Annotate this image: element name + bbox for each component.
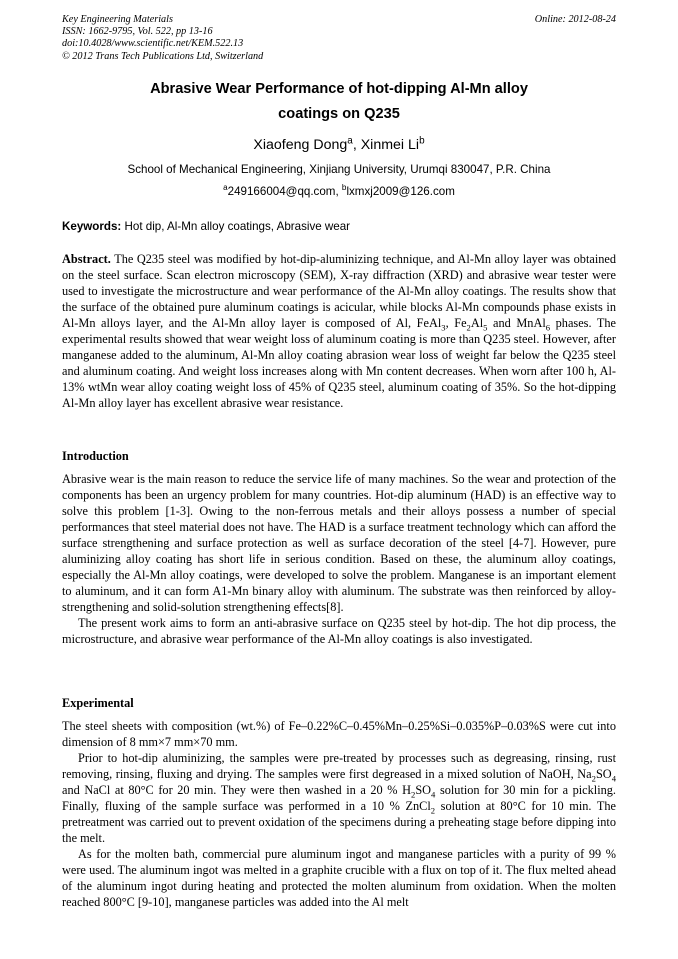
abstract-text: phases. The experimental results showed that wear weight loss of aluminum coating is more than Q235 steel. However, after manganese added to the aluminum, Al-Mn alloy coating abrasion wear loss of weight far below the Q235 steel and aluminum coating. And weight loss increases along with Mn content decreases. When worn after 100 h, Al-13% wtMn wear alloy coating weight loss of 45% of Q235 steel, aluminum coating of 35%. So the hot-dipping Al-Mn alloy layer has excellent abrasive wear resistance. bbox=[62, 316, 616, 410]
abstract-label: Abstract. bbox=[62, 252, 111, 266]
subscript: 4 bbox=[431, 789, 436, 800]
experimental-body bbox=[62, 718, 616, 910]
journal-metadata bbox=[62, 14, 263, 63]
issn-line: ISSN: 1662-9795, Vol. 522, pp 13-16 bbox=[62, 26, 213, 38]
email-b: lxmxj2009@126.com bbox=[346, 185, 455, 198]
subscript: 2 bbox=[411, 789, 416, 800]
experimental-text: solution at 80°C for 10 min. The pretreatment was carried out to prevent oxidation of the specimens during a preheating stage before dipping into the melt. bbox=[62, 799, 616, 845]
doi-line: doi:10.4028/www.scientific.net/KEM.522.13 bbox=[62, 38, 244, 50]
subscript: 2 bbox=[430, 805, 436, 816]
subscript: 3 bbox=[441, 322, 446, 333]
experimental-paragraph-2 bbox=[62, 750, 616, 846]
keywords-label: Keywords: bbox=[62, 220, 122, 233]
experimental-paragraph-3: As for the molten bath, commercial pure aluminum ingot and manganese particles with a purity of 99 % were used. The aluminum ingot was melted in a graphite crucible with a flux on top of it. The flux melted ahead of the aluminum ingot during heating and protected the molten aluminum from oxidation. When the molten reached 800°C [9-10], manganese particles was added into the Al melt bbox=[62, 847, 616, 909]
subscript: 2 bbox=[466, 322, 471, 333]
email-separator: , bbox=[335, 185, 342, 198]
subscript: 5 bbox=[483, 322, 488, 333]
author-1: Xiaofeng Dong bbox=[253, 137, 348, 153]
author-2-affil-mark: b bbox=[419, 135, 425, 147]
introduction-body bbox=[62, 471, 616, 647]
subscript: 6 bbox=[545, 322, 551, 333]
abstract bbox=[62, 251, 616, 411]
journal-name: Key Engineering Materials bbox=[62, 14, 173, 25]
abstract-text: Al bbox=[470, 316, 484, 330]
author-list bbox=[62, 137, 616, 153]
experimental-text: and NaCl at 80°C for 20 min. They were then washed in a 20 % H bbox=[62, 783, 411, 797]
experimental-paragraph-1: The steel sheets with composition (wt.%) of Fe–0.22%C–0.45%Mn–0.25%Si–0.035%P–0.03%S were cut into dimension of 8 mm×7 mm×70 mm. bbox=[62, 719, 616, 749]
experimental-heading: Experimental bbox=[62, 696, 134, 710]
email-a-mark: a bbox=[223, 183, 228, 193]
keywords-text: Hot dip, Al-Mn alloy coatings, Abrasive wear bbox=[121, 220, 351, 233]
email-a: 249166004@qq.com bbox=[227, 185, 336, 198]
introduction-heading: Introduction bbox=[62, 449, 129, 463]
paper-title-line-2: coatings on Q235 bbox=[278, 106, 400, 122]
online-date: Online: 2012-08-24 bbox=[534, 14, 616, 25]
experimental-text: solution for 30 min for a pickling. Finally, fluxing of the sample surface was performed in a 10 % ZnCl bbox=[62, 783, 616, 813]
author-separator: , bbox=[352, 137, 361, 153]
subscript: 4 bbox=[611, 773, 616, 784]
introduction-paragraph-1: Abrasive wear is the main reason to reduce the service life of many machines. So the wear and protection of the components has been an urgency problem for many countries. Hot-dip aluminum (HAD) is an effective way to solve this problem [1-3]. Owing to the non-ferrous metals and their alloys possess a number of special performances that steel material does not have. The HAD is a surface treatment technology which can afford the surface strengthening and surface protection as well as surface decoration of the steel [4-7]. However, pure aluminizing alloy coating has short life in serious condition. Based on these, the aluminum alloy coatings, especially the Al-Mn alloy coatings, were developed to solve the problem. Manganese is an important element to aluminum, and it can form A1-Mn binary alloy with aluminum. The substrate was then reinforced by alloy-strengthening and solid-solution strengthening effects[8]. bbox=[62, 472, 616, 614]
keywords bbox=[62, 220, 350, 233]
paper-title-line-1: Abrasive Wear Performance of hot-dipping Al-Mn alloy bbox=[150, 81, 528, 97]
subscript: 2 bbox=[591, 773, 596, 784]
experimental-text: SO bbox=[415, 783, 432, 797]
email-b-mark: b bbox=[341, 183, 347, 193]
author-1-affil-mark: a bbox=[347, 135, 353, 147]
affiliation: School of Mechanical Engineering, Xinjiang University, Urumqi 830047, P.R. China bbox=[127, 163, 551, 176]
email-line bbox=[62, 185, 616, 198]
copyright-line: © 2012 Trans Tech Publications Ltd, Switzerland bbox=[62, 50, 264, 62]
abstract-text: The Q235 steel was modified by hot-dip-aluminizing technique, and Al-Mn alloy layer was obtained on the steel surface. Scan electron microscopy (SEM), X-ray diffraction (XRD) and abrasive wear tester were used to investigate the microstructure and wear performance of the Al-Mn alloy coatings. The results show that the surface of the obtained pure aluminum coatings is acicular, while blocks Al-Mn compounds phase exists in Al-Mn alloys layer, and the Al-Mn alloy layer is composed of Al, FeAl bbox=[62, 252, 616, 330]
abstract-text: and MnAl bbox=[487, 316, 546, 330]
author-2: Xinmei Li bbox=[360, 137, 420, 153]
experimental-text: SO bbox=[595, 767, 612, 781]
introduction-paragraph-2: The present work aims to form an anti-abrasive surface on Q235 steel by hot-dip. The hot dip process, the microstructure, and abrasive wear performance of the Al-Mn alloy coatings is also investigated. bbox=[62, 616, 616, 646]
abstract-text: , Fe bbox=[445, 316, 467, 330]
experimental-text: Prior to hot-dip aluminizing, the samples were pre-treated by processes such as degreasing, rinsing, rust removing, rinsing, fluxing and drying. The samples were first degreased in a mixed solution of NaOH, Na bbox=[62, 751, 616, 781]
